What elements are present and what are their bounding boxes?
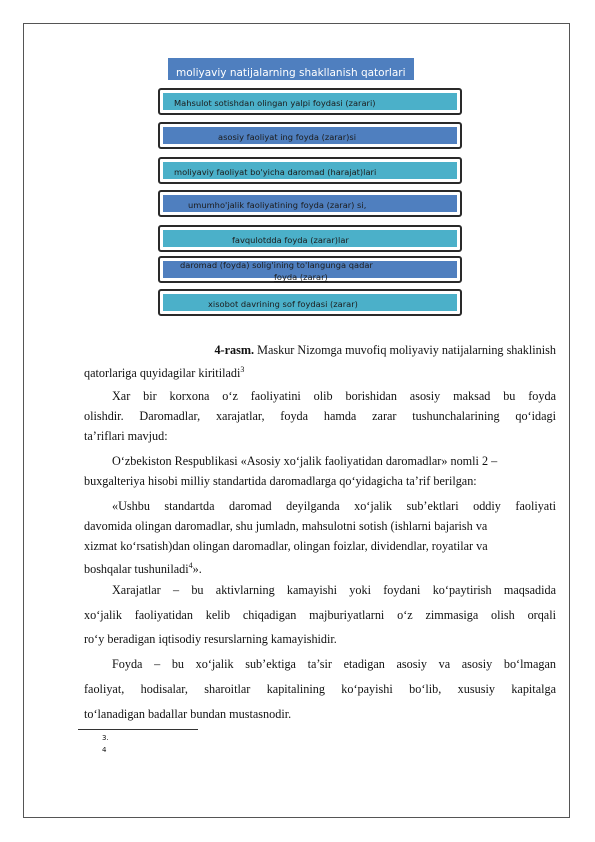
body-text: Foyda – bu xo‘jalik sub’ektiga ta’sir etadigan asosiy va asosiy bo‘lmagan bbox=[112, 657, 556, 671]
diagram-row-3: moliyaviy faoliyat bo'yicha daromad (harajat)lari bbox=[158, 157, 462, 184]
body-text: xizmat ko‘rsatish)dan olingan daromadlar, olingan foizlar, dividendlar, royatilar va bbox=[84, 539, 488, 553]
body-text: Xarajatlar – bu aktivlarning kamayishi yoki foydani ko‘paytirish maqsadida bbox=[112, 583, 556, 597]
diagram-row-6: daromad (foyda) solig'ining to'langunga qadar foyda (zarar) bbox=[158, 256, 462, 283]
figure-caption-line2: qatorlariga quyidagilar kiritiladi$^3$ bbox=[84, 365, 245, 381]
body-text: ta’riflari mavjud: bbox=[84, 429, 168, 443]
body-text: olishdir. Daromadlar, xarajatlar, foyda hamda zarar tushunchalarining qo‘idagi bbox=[84, 409, 556, 423]
body-text: «Ushbu standartda daromad deyilganda xo‘jalik sub’ektlari oddiy faoliyati bbox=[112, 499, 556, 513]
diagram-row-4: umumho'jalik faoliyatining foyda (zarar) si, bbox=[158, 190, 462, 217]
body-text: O‘zbekiston Respublikasi «Asosiy xo‘jalik faoliyatidan daromadlar» nomli 2 – bbox=[112, 454, 498, 468]
body-text: xo‘jalik faoliyatidan kelib chiqadigan majburiyatlarni o‘z zimmasiga olish orqali bbox=[84, 608, 556, 622]
diagram-title: moliyaviy natijalarning shakllanish qatorlari bbox=[168, 58, 414, 80]
footnote-separator bbox=[78, 729, 198, 730]
body-text: boshqalar tushuniladi$^4$». bbox=[84, 561, 202, 577]
body-text: ro‘y beradigan iqtisodiy resurslarning kamayishidir. bbox=[84, 632, 337, 646]
body-text: buxgalteriya hisobi milliy standartida daromadlarga qo‘yidagicha ta’rif berilgan: bbox=[84, 474, 477, 488]
footnote-3: 3. bbox=[102, 734, 109, 742]
diagram-row-7: xisobot davrining sof foydasi (zarar) bbox=[158, 289, 462, 316]
footnote-4: 4 bbox=[102, 746, 107, 754]
financial-results-diagram bbox=[156, 58, 466, 330]
diagram-row-1: Mahsulot sotishdan olingan yalpi foydasi (zarari) bbox=[158, 88, 462, 115]
body-text: Xar bir korxona o‘z faoliyatini olib borishidan asosiy maksad bu foyda bbox=[112, 389, 556, 403]
diagram-row-5: favqulotdda foyda (zarar)lar bbox=[158, 225, 462, 252]
body-text: faoliyat, hodisalar, sharoitlar kapitalining ko‘payishi bo‘lib, xususiy kapitalga bbox=[84, 682, 556, 696]
diagram-row-2: asosiy faoliyat ing foyda (zarar)si bbox=[158, 122, 462, 149]
figure-caption: 4-rasm. Maskur Nizomga muvofiq moliyaviy natijalarning shaklinish bbox=[214, 343, 556, 357]
body-text: davomida olingan daromadlar, shu jumladn, mahsulotni sotish (ishlarni bajarish va bbox=[84, 519, 488, 533]
body-text: to‘lanadigan badallar bundan mustasnodir. bbox=[84, 707, 292, 721]
